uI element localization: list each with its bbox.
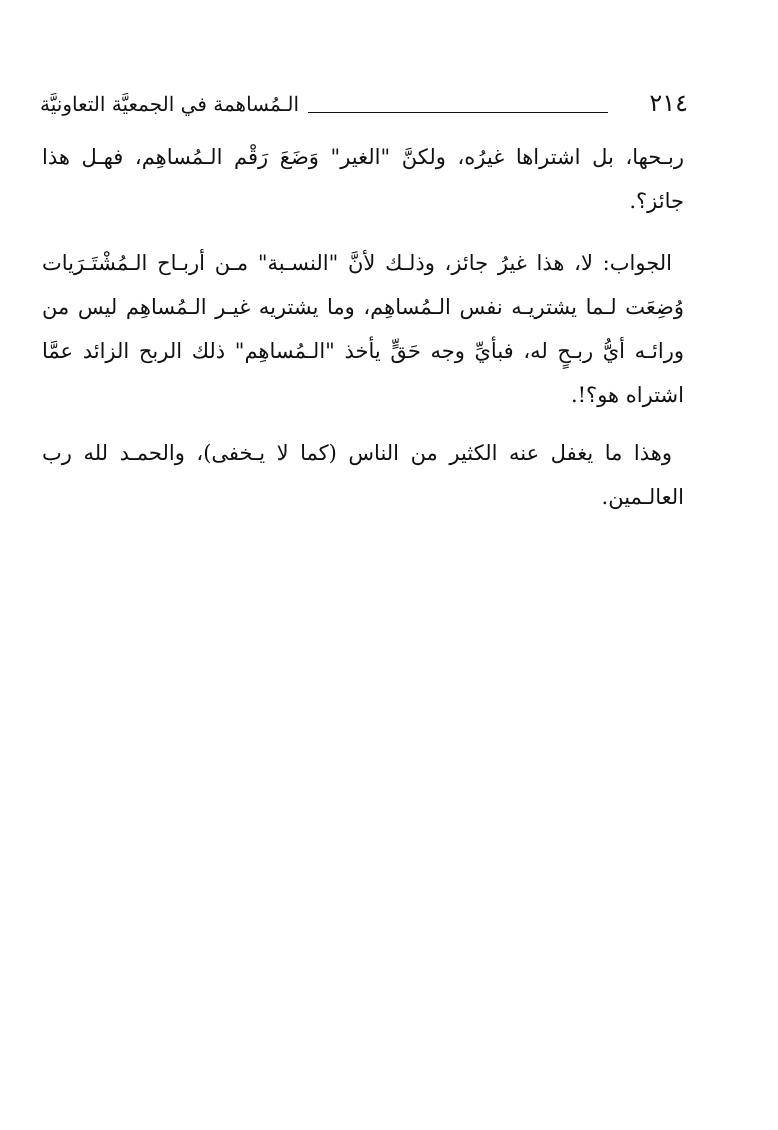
paragraph-closing: وهذا ما يغفل عنه الكثير من الناس (كما لا يـخفى)، والحمـد لله رب العالـمين. (42, 441, 684, 509)
running-title: الـمُساهمة في الجمعيَّة التعاونيَّة (40, 92, 300, 116)
body-text (42, 135, 684, 533)
header-rule (308, 112, 608, 113)
paragraph-question-continuation: ربـحها، بل اشتراها غيرُه، ولكنَّ "الغير" وَضَعَ رَقْم الـمُساهِم، فهـل هذا جائز؟. (42, 145, 684, 213)
paragraph-answer: الجواب: لا، هذا غيرُ جائز، وذلـك لأنَّ "النسـبة" مـن أربـاح الـمُشْتَـرَيات وُضِعَت لـما يشتريـه نفس الـمُساهِم، وما يشتريه غيـر الـمُساهِم ليس من ورائـه أيُّ ربـحٍ له، فبأيِّ وجه حَقٍّ يأخذ "الـمُساهِم" ذلك الربح الزائد عمَّا اشتراه هو؟!. (42, 251, 684, 407)
page-number: ٢١٤ (649, 89, 688, 117)
page-header (40, 82, 688, 122)
